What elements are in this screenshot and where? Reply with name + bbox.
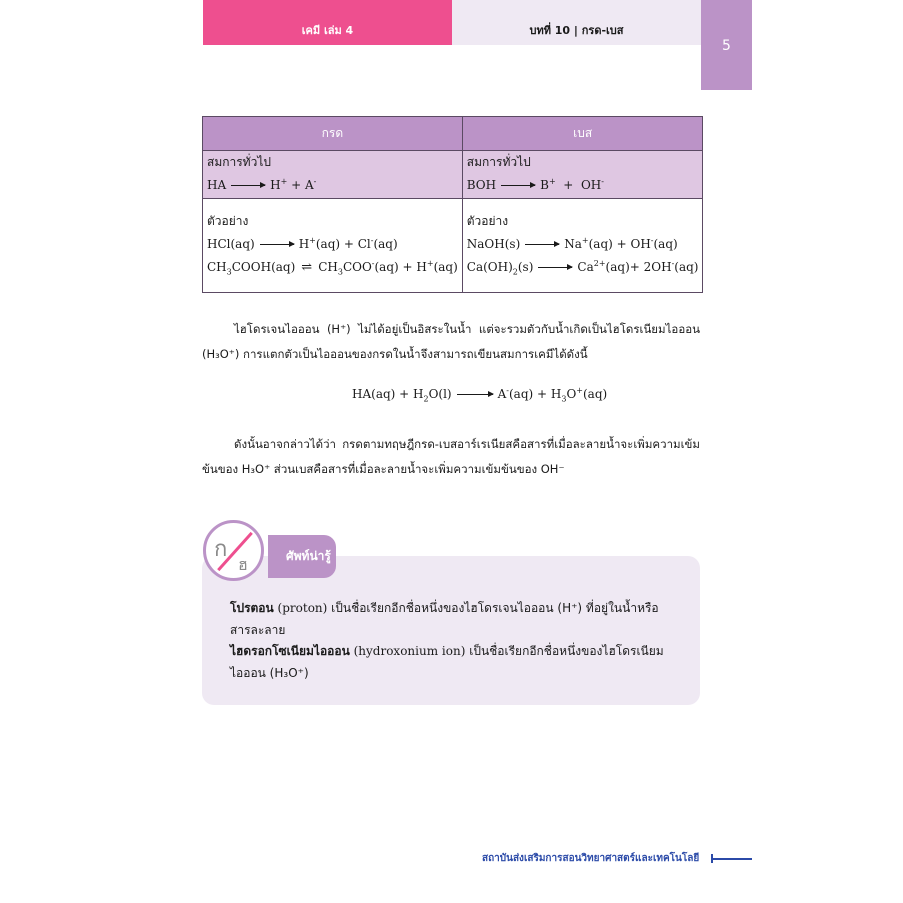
header-chapter-title: บทที่ 10 | กรด-เบส [452, 0, 701, 45]
vocab-term: ไฮดรอกโซเนียมไอออน [230, 644, 350, 658]
hcl-equation: HCl(aq) H+(aq) + Cl-(aq) [207, 236, 398, 251]
arrow-icon [525, 244, 559, 245]
acid-general-cell [203, 151, 463, 199]
paragraph-arrhenius [202, 432, 700, 482]
base-example-cell [462, 199, 703, 293]
base-column-header: เบส [462, 117, 703, 151]
footer-publisher: สถาบันส่งเสริมการสอนวิทยาศาสตร์และเทคโนโลยี [482, 853, 700, 864]
arrow-icon [457, 394, 493, 395]
equilibrium-arrow-icon: ⇌ [301, 260, 313, 275]
vocab-definition: เป็นชื่อเรียกอีกชื่อหนึ่งของไฮโดรเจนไอออน (H⁺) ที่อยู่ในน้ำหรือสารละลาย [230, 601, 659, 637]
base-general-equation: BOH B+ + OH- [466, 177, 604, 192]
vocab-definition: เป็นชื่อเรียกอีกชื่อหนึ่งของไฮโดรเนียมไอออน (H₃O⁺) [230, 644, 664, 680]
paragraph-hydronium-text: ไฮโดรเจนไอออน (H⁺) ไม่ได้อยู่เป็นอิสระในน้ำ แต่จะรวมตัวกับน้ำเกิดเป็นไฮโดรเนียมไอออน (H₃O⁺) การแตกตัวเป็นไอออนของกรดในน้ำจึงสามารถเขียนสมการเคมีได้ดังนี้ [202, 322, 700, 361]
arrow-icon [260, 244, 294, 245]
acid-column-header: กรด [203, 117, 463, 151]
footer-line [712, 858, 752, 860]
paragraph-hydronium [202, 317, 700, 367]
base-general-cell [462, 151, 703, 199]
arrow-icon [231, 185, 265, 186]
example-label: ตัวอย่าง [207, 214, 249, 228]
vocab-entry-proton [230, 598, 686, 641]
vocab-term: โปรตอน [230, 601, 274, 615]
vocabulary-badge-title: ศัพท์น่ารู้ [286, 549, 331, 563]
vocabulary-content [230, 598, 686, 684]
arrow-icon [501, 185, 535, 186]
acid-example-cell [203, 199, 463, 293]
acid-general-equation: HA H+ + A- [207, 177, 317, 192]
header-book-title: เคมี เล่ม 4 [203, 0, 452, 45]
paragraph-arrhenius-text: ดังนั้นอาจกล่าวได้ว่า กรดตามทฤษฎีกรด-เบสอาร์เรเนียสคือสารที่เมื่อละลายน้ำจะเพิ่มความเข้มข้นของ H₃O⁺ ส่วนเบสคือสารที่เมื่อละลายน้ำจะเพิ่มความเข้มข้นของ OH⁻ [202, 437, 700, 476]
acetic-acid-equation: $CH_3COOH(aq)$ ⇌ $CH_3COO^-(aq) + H^+(aq)$ [207, 256, 458, 279]
naoh-equation: NaOH(s) Na+(aq) + OH-(aq) [466, 236, 678, 251]
general-label: สมการทั่วไป [207, 155, 271, 169]
acid-base-table [202, 116, 703, 293]
acid-ionization-equation: $HA(aq) + H_2O(l) A^-(aq) + H_3O^+(aq)$ [352, 386, 608, 404]
example-label: ตัวอย่าง [466, 214, 509, 228]
vocab-term-english: (proton) [277, 601, 328, 615]
page-number: 5 [701, 0, 752, 90]
vocab-entry-hydroxonium [230, 641, 686, 684]
arrow-icon [538, 267, 572, 268]
dictionary-icon [203, 520, 264, 581]
vocab-term-english: (hydroxonium ion) [353, 644, 466, 658]
dictionary-icon-bottom: ฮ [238, 555, 248, 574]
caoh2-equation: $Ca(OH)_2(s)$ $Ca^{2+}(aq)+ 2OH^-(aq)$ [466, 259, 699, 277]
dictionary-icon-top: ก [214, 537, 228, 562]
general-label: สมการทั่วไป [466, 155, 531, 169]
vocabulary-badge [268, 535, 336, 578]
